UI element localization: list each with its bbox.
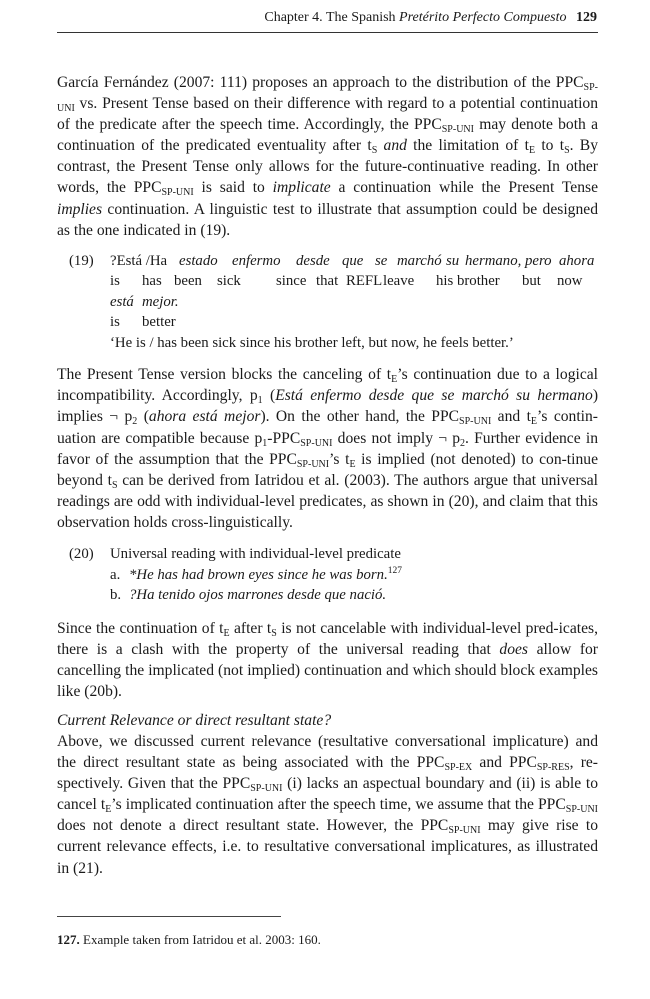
example-gloss: is has been sick since that REFL leave his brother but now	[110, 273, 583, 290]
footnote	[57, 932, 321, 948]
example-20	[57, 544, 598, 606]
example-item-b: b. ?Ha tenido ojos marrones desde que nació.	[110, 587, 387, 603]
footnote-rule	[57, 916, 281, 917]
example-item-a: a. *He has had brown eyes since he was born.$^{127}$	[110, 565, 403, 583]
example-gloss: is better	[110, 314, 176, 331]
example-translation: ‘He is / has been sick since his brother left, but now, he feels better.’	[110, 334, 514, 351]
example-number: (19)	[69, 252, 94, 269]
header-title-plain: The Spanish	[325, 10, 396, 25]
header-rule	[57, 32, 598, 33]
paragraph-2: The Present Tense version blocks the canceling of $t_E’s$ continuation due to a logical incompatibility. Accordingly, $p_1$ (Está enfermo desde que se marchó su hermano) implies ¬ $p_2$ (ahora está mejor). On the other hand, the $PPC_{SP-UNI}$ and $t_E’s$ contin-uation are compatible because $p_1-PPC_{SP-UNI}$ does not imply ¬ $p_2$. Further evidence in favor of the assumption that the $PPC_{SP-UNI}’s$ $t_E$ is implied (not denoted) to con-tinue beyond $t_S$ can be derived from Iatridou et al. (2003). The authors argue that universal readings are odd with individual-level predicates, as shown in (20), and claim that this observation holds cross-linguistically.	[57, 366, 599, 531]
example-19	[57, 251, 598, 354]
paragraph-1: García Fernández (2007: 111) proposes an approach to the distribution of the $PPC_{SP-UNI}$ vs. Present Tense based on their difference with regard to a potential continuation of the predicate after the speech time. Accordingly, the $PPC_{SP-UNI}$ may denote both a continuation of the predicated eventuality after $t_S$ and the limitation of $t_E$ to $t_S$. By contrast, the Present Tense only allows for the future-continuative reading. In other words, the $PPC_{SP-UNI}$ is said to implicate a continuation while the Present Tense implies continuation. A linguistic test to illustrate that assumption could be designed as the one indicated in (19).	[57, 74, 599, 239]
header-chapter: Chapter 4.	[264, 10, 323, 25]
paragraph-4: Above, we discussed current relevance (resultative conversational implicature) and the direct resultant state as being associated with the $PPC_{SP-EX}$ and $PPC_{SP-RES}$, re-spectively. Given that the $PPC_{SP-UNI}$ (i) lacks an aspectual boundary and (ii) is able to cancel $t_E’s$ implicated continuation after the speech time, we assume that the $PPC_{SP-UNI}$ does not denote a direct resultant state. However, the $PPC_{SP-UNI}$ may give rise to current relevance effects, i.e. to resultative conversational implicatures, as illustrated in (21).	[57, 732, 599, 877]
example-line: ?Está /Ha estado enfermo desde que se marchó su hermano, pero ahora	[110, 252, 595, 269]
footnote-ref: 127	[387, 565, 403, 576]
page-number: 129	[576, 10, 597, 25]
example-heading: Universal reading with individual-level predicate	[110, 546, 401, 562]
example-number: (20)	[69, 546, 94, 562]
example-line: está mejor.	[110, 293, 179, 310]
page-body	[57, 72, 598, 879]
running-header	[57, 9, 597, 27]
paragraph-3: Since the continuation of $t_E$ after $t_S$ is not cancelable with individual-level pred-icates, there is a clash with the property of the universal reading that does allow for cancelling the implicated (not implied) continuation and which should block examples like (20b).	[57, 619, 599, 700]
header-title-italic: Pretérito Perfecto Compuesto	[399, 10, 567, 25]
footnote-number: 127.	[57, 932, 80, 947]
footnote-text: Example taken from Iatridou et al. 2003: 160.	[83, 932, 321, 947]
section-title: Current Relevance or direct resultant state?	[57, 711, 332, 729]
